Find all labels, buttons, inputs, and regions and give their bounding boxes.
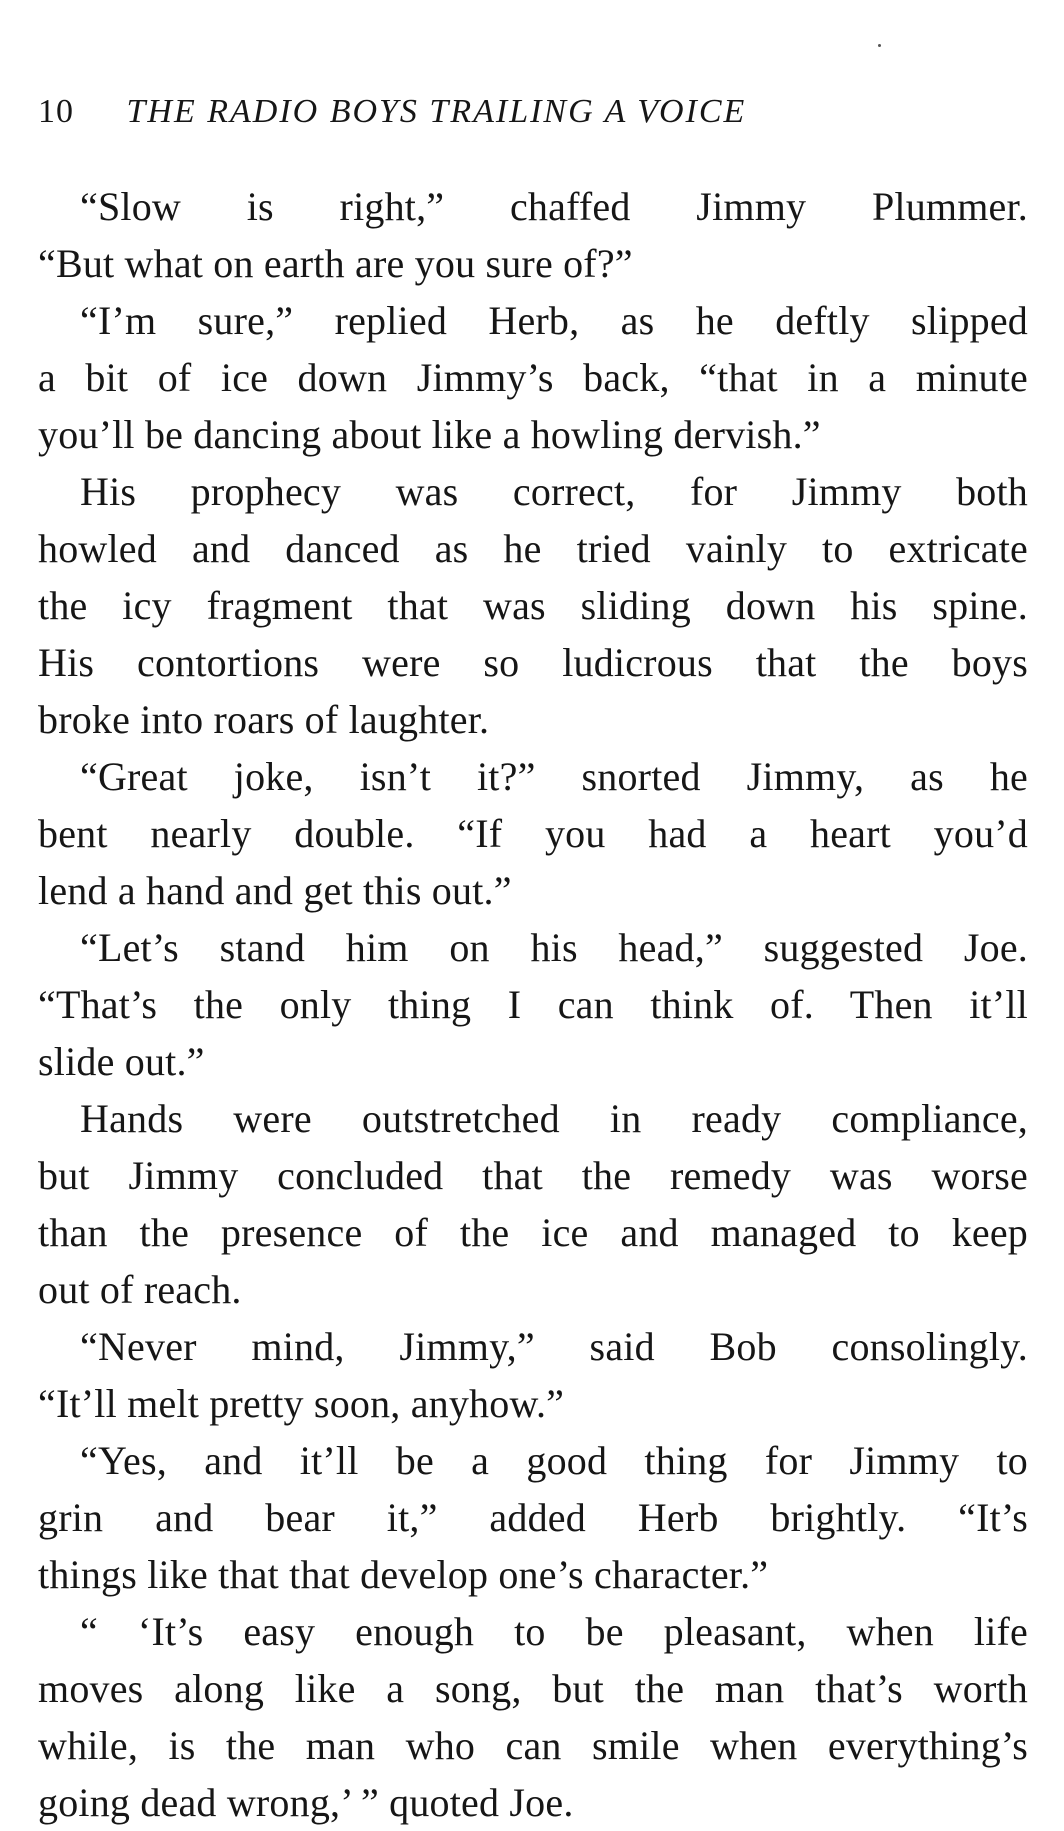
text-line: things like that that develop one’s character.” xyxy=(38,1552,769,1597)
text-line: “ ‘It’s easy enough to be pleasant, when life xyxy=(80,1609,1028,1654)
page-header xyxy=(38,88,1038,136)
text-line: Hands were outstretched in ready compliance, xyxy=(80,1096,1028,1141)
text-line: “Yes, and it’ll be a good thing for Jimmy to xyxy=(80,1438,1028,1483)
text-line: you’ll be dancing about like a howling dervish.” xyxy=(38,412,821,457)
text-line: “It’ll melt pretty soon, anyhow.” xyxy=(38,1381,565,1426)
page-number: 10 xyxy=(38,93,74,130)
text-line: than the presence of the ice and managed to keep xyxy=(38,1210,1028,1255)
text-line: His prophecy was correct, for Jimmy both xyxy=(80,469,1028,514)
text-line: “But what on earth are you sure of?” xyxy=(38,241,633,286)
text-line: “Slow is right,” chaffed Jimmy Plummer. xyxy=(80,184,1028,229)
text-line: bent nearly double. “If you had a heart you’d xyxy=(38,811,1028,856)
text-line: “That’s the only thing I can think of. Then it’ll xyxy=(38,982,1028,1027)
text-line: while, is the man who can smile when everything’s xyxy=(38,1723,1028,1768)
text-line: howled and danced as he tried vainly to extricate xyxy=(38,526,1028,571)
body-text xyxy=(38,178,1028,1831)
text-line: a bit of ice down Jimmy’s back, “that in a minute xyxy=(38,355,1028,400)
text-line: “Never mind, Jimmy,” said Bob consolingly. xyxy=(80,1324,1028,1369)
text-line: lend a hand and get this out.” xyxy=(38,868,512,913)
print-speck xyxy=(878,44,881,47)
text-line: “I’m sure,” replied Herb, as he deftly slipped xyxy=(80,298,1028,343)
text-line: moves along like a song, but the man that’s worth xyxy=(38,1666,1028,1711)
text-line: “Great joke, isn’t it?” snorted Jimmy, as he xyxy=(80,754,1028,799)
text-line: His contortions were so ludicrous that the boys xyxy=(38,640,1028,685)
running-title: THE RADIO BOYS TRAILING A VOICE xyxy=(126,93,747,130)
text-line: broke into roars of laughter. xyxy=(38,697,490,742)
text-line: but Jimmy concluded that the remedy was worse xyxy=(38,1153,1028,1198)
text-line: slide out.” xyxy=(38,1039,205,1084)
text-line: the icy fragment that was sliding down his spine. xyxy=(38,583,1028,628)
text-line: grin and bear it,” added Herb brightly. “It’s xyxy=(38,1495,1028,1540)
text-line: going dead wrong,’ ” quoted Joe. xyxy=(38,1780,574,1825)
text-line: out of reach. xyxy=(38,1267,242,1312)
text-line: “Let’s stand him on his head,” suggested Joe. xyxy=(80,925,1028,970)
